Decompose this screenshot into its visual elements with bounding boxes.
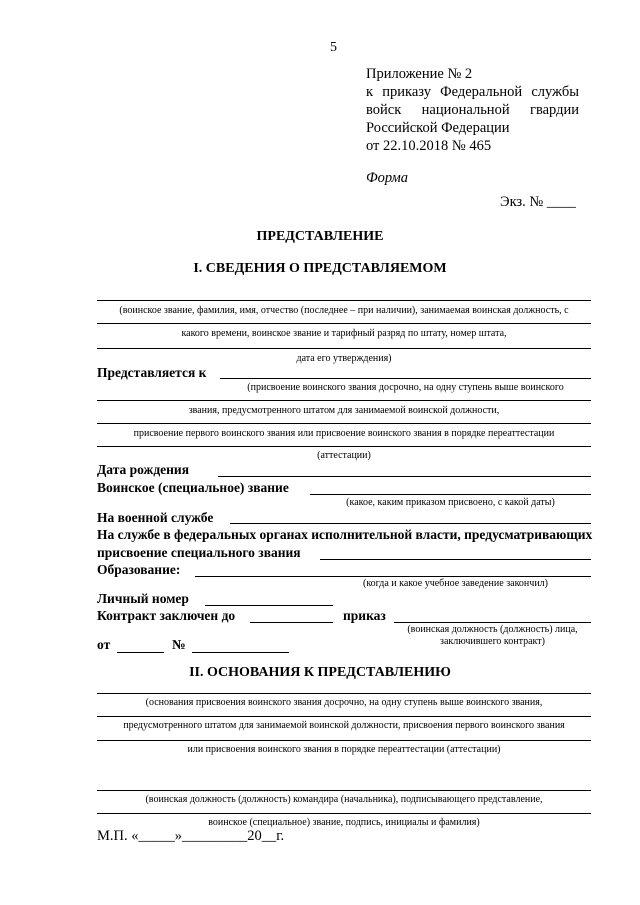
grounds-line-3[interactable] <box>97 740 591 741</box>
caption-grounds-1: (основания присвоения воинского звания досрочно, на одну ступень выше воинского звания, <box>145 697 543 708</box>
page-number: 5 <box>330 40 337 55</box>
appendix-line-5: от 22.10.2018 № 465 <box>366 138 492 154</box>
appendix-line-1: Приложение № 2 <box>366 66 473 82</box>
fill-line-2[interactable] <box>97 323 591 324</box>
contract-date-line[interactable] <box>250 622 333 623</box>
appendix-line-2: к приказу Федеральной службы <box>366 84 579 100</box>
appendix-line-3: войск национальной гвардии <box>366 102 579 118</box>
from-label: от <box>97 637 111 652</box>
caption-staff-rank: звания, предусмотренного штатом для занимаемой воинской должности, <box>188 405 500 416</box>
caption-commander-2: воинское (специальное) звание, подпись, инициалы и фамилия) <box>208 817 480 828</box>
copy-number-label: Экз. № ____ <box>500 194 576 210</box>
fill-line-1[interactable] <box>97 300 591 301</box>
personal-number-label: Личный номер <box>97 591 189 606</box>
birth-date-line[interactable] <box>218 476 591 477</box>
caption-contract-signer-2: заключившего контракт) <box>440 636 545 647</box>
grounds-line-1[interactable] <box>97 693 591 694</box>
caption-name-rank: (воинское звание, фамилия, имя, отчество (последнее – при наличии), занимаемая воинская должность, с <box>119 305 569 316</box>
fill-line-4[interactable] <box>97 400 591 401</box>
fill-line-5[interactable] <box>97 423 591 424</box>
stamp-date-line: М.П. «_____»_________20__г. <box>97 828 285 844</box>
from-date-line[interactable] <box>117 652 164 653</box>
education-label: Образование: <box>97 562 181 577</box>
contract-label: Контракт заключен до <box>97 608 236 623</box>
caption-since-when: какого времени, воинское звание и тарифный разряд по штату, номер штата, <box>181 328 507 339</box>
caption-education: (когда и какое учебное заведение закончил) <box>362 578 548 589</box>
section-2-title: II. ОСНОВАНИЯ К ПРЕДСТАВЛЕНИЮ <box>189 665 451 680</box>
from-number-line[interactable] <box>192 652 289 653</box>
form-label: Форма <box>366 170 408 186</box>
fill-line-6[interactable] <box>97 446 591 447</box>
military-service-label: На военной службе <box>97 510 214 525</box>
caption-grounds-3: или присвоения воинского звания в порядке переаттестации (аттестации) <box>187 744 501 755</box>
rank-label: Воинское (специальное) звание <box>97 480 289 495</box>
commander-line-1[interactable] <box>97 790 591 791</box>
fill-line-3[interactable] <box>97 348 591 349</box>
caption-grounds-2: предусмотренного штатом для занимаемой воинской должности, присвоения первого воинского звания <box>123 720 565 731</box>
grounds-line-2[interactable] <box>97 716 591 717</box>
education-line[interactable] <box>195 576 591 577</box>
caption-attestation: (аттестации) <box>317 450 371 461</box>
appendix-line-4: Российской Федерации <box>366 120 510 136</box>
caption-approval-date: дата его утверждения) <box>296 353 392 364</box>
order-line[interactable] <box>394 622 591 623</box>
caption-early-promotion: (присвоение воинского звания досрочно, на одну ступень выше воинского <box>247 382 564 393</box>
caption-first-rank: присвоение первого воинского звания или присвоение воинского звания в порядке переаттестации <box>133 428 555 439</box>
section-1-title: I. СВЕДЕНИЯ О ПРЕДСТАВЛЯЕМОМ <box>193 261 447 276</box>
caption-contract-signer: (воинская должность (должность) лица, <box>407 624 578 635</box>
order-label: приказ <box>343 608 386 623</box>
caption-commander-1: (воинская должность (должность) командира (начальника), подписывающего представление, <box>145 794 543 805</box>
military-service-line[interactable] <box>230 523 591 524</box>
personal-number-line[interactable] <box>205 605 333 606</box>
presented-to-line[interactable] <box>220 378 591 379</box>
presented-to-label: Представляется к <box>97 365 207 380</box>
federal-service-label: На службе в федеральных органах исполнительной власти, предусматривающих <box>97 527 593 542</box>
rank-line[interactable] <box>310 494 591 495</box>
document-title: ПРЕДСТАВЛЕНИЕ <box>256 229 384 244</box>
special-rank-label: присвоение специального звания <box>97 545 301 560</box>
number-label: № <box>172 637 186 652</box>
birth-date-label: Дата рождения <box>97 462 190 477</box>
caption-rank-order: (какое, каким приказом присвоено, с какой даты) <box>346 497 555 508</box>
commander-line-2[interactable] <box>97 813 591 814</box>
special-rank-line[interactable] <box>320 559 591 560</box>
